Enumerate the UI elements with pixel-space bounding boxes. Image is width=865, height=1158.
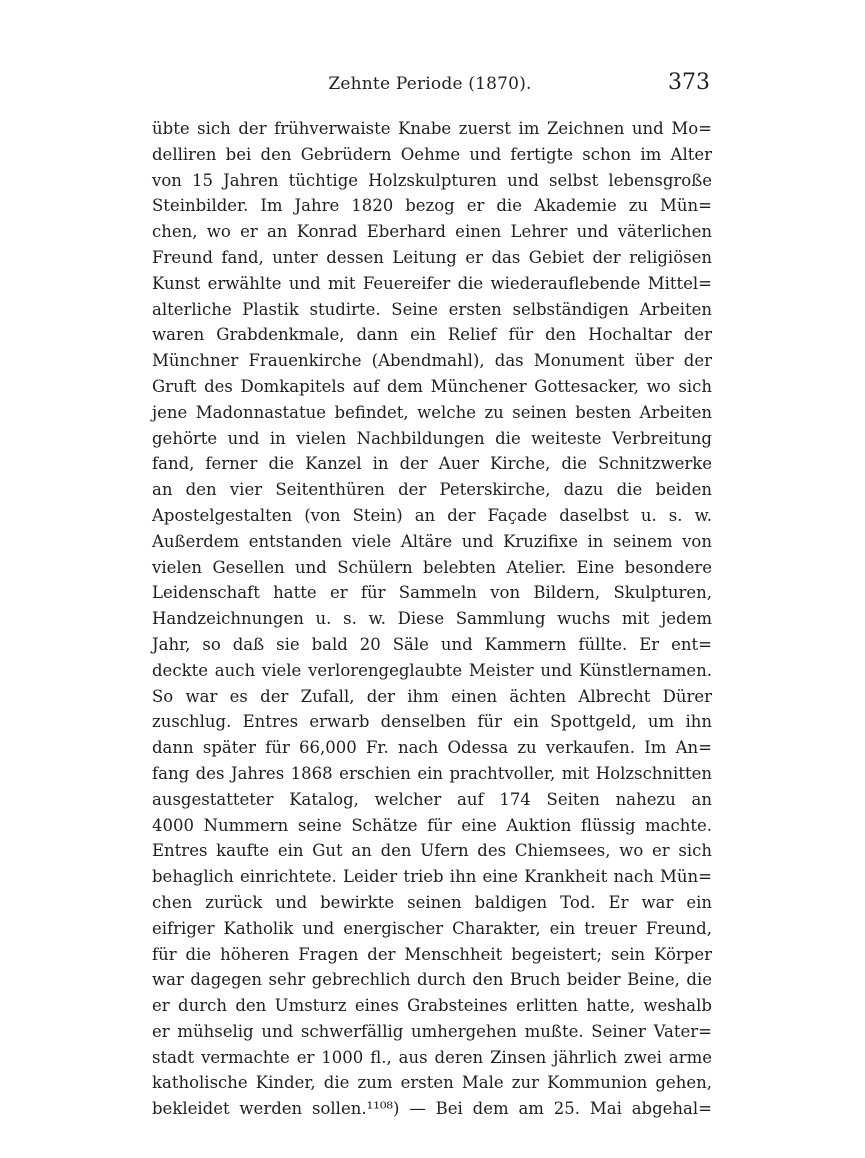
- text-line: Leidenschaft hatte er für Sammeln von Bildern, Skulpturen,: [152, 583, 712, 603]
- text-line: Freund fand, unter dessen Leitung er das Gebiet der religiösen: [152, 247, 712, 267]
- text-line: So war es der Zufall, der ihm einen ächten Albrecht Dürer: [152, 686, 712, 706]
- text-line: gehörte und in vielen Nachbildungen die weiteste Verbreitung: [152, 428, 712, 448]
- text-line: alterliche Plastik studirte. Seine ersten selbständigen Arbeiten: [152, 299, 712, 319]
- text-line: behaglich einrichtete. Leider trieb ihn eine Krankheit nach Mün=: [152, 867, 712, 887]
- text-line: deckte auch viele verlorengeglaubte Meister und Künstlernamen.: [152, 660, 712, 680]
- text-line: war dagegen sehr gebrechlich durch den Bruch beider Beine, die: [152, 970, 712, 990]
- text-line: stadt vermachte er 1000 fl., aus deren Zinsen jährlich zwei arme: [152, 1047, 712, 1067]
- text-line: Außerdem entstanden viele Altäre und Kruzifixe in seinem von: [152, 531, 712, 551]
- text-line: zuschlug. Entres erwarb denselben für ein Spottgeld, um ihn: [152, 712, 712, 732]
- text-line: eifriger Katholik und energischer Charakter, ein treuer Freund,: [152, 918, 712, 938]
- text-line: delliren bei den Gebrüdern Oehme und fertigte schon im Alter: [152, 144, 712, 164]
- running-title: Zehnte Periode (1870).: [328, 74, 532, 94]
- text-line: katholische Kinder, die zum ersten Male zur Kommunion gehen,: [152, 1073, 712, 1093]
- text-line: waren Grabdenkmale, dann ein Relief für den Hochaltar der: [152, 325, 712, 345]
- text-line: chen zurück und bewirkte seinen baldigen Tod. Er war ein: [152, 892, 712, 912]
- body-text: [152, 116, 712, 1122]
- text-line: chen, wo er an Konrad Eberhard einen Lehrer und väterlichen: [152, 222, 712, 242]
- text-line: Jahr, so daß sie bald 20 Säle und Kammern füllte. Er ent=: [152, 634, 712, 654]
- text-line: Steinbilder. Im Jahre 1820 bezog er die Akademie zu Mün=: [152, 196, 712, 216]
- text-line: Kunst erwählte und mit Feuereifer die wiederauflebende Mittel=: [152, 273, 712, 293]
- text-line: jene Madonnastatue befindet, welche zu seinen besten Arbeiten: [152, 402, 712, 422]
- text-line: von 15 Jahren tüchtige Holzskulpturen und selbst lebensgroße: [152, 170, 712, 190]
- text-line: vielen Gesellen und Schülern belebten Atelier. Eine besondere: [152, 557, 712, 577]
- text-line: er durch den Umsturz eines Grabsteines erlitten hatte, weshalb: [152, 996, 712, 1016]
- text-line: Entres kaufte ein Gut an den Ufern des Chiemsees, wo er sich: [152, 841, 712, 861]
- text-line: dann später für 66,000 Fr. nach Odessa zu verkaufen. Im An=: [152, 738, 712, 758]
- text-line: ausgestatteter Katalog, welcher auf 174 Seiten nahezu an: [152, 789, 712, 809]
- text-line: 4000 Nummern seine Schätze für eine Auktion flüssig machte.: [152, 815, 712, 835]
- text-line: an den vier Seitenthüren der Peterskirche, dazu die beiden: [152, 480, 712, 500]
- running-head: [150, 68, 710, 102]
- text-line: Apostelgestalten (von Stein) an der Façade daselbst u. s. w.: [152, 505, 712, 525]
- text-line: bekleidet werden sollen.¹¹⁰⁸) — Bei dem am 25. Mai abgehal=: [152, 1099, 712, 1119]
- page-number: 373: [668, 70, 710, 95]
- text-line: er mühselig und schwerfällig umhergehen mußte. Seiner Vater=: [152, 1021, 712, 1041]
- text-line: Handzeichnungen u. s. w. Diese Sammlung wuchs mit jedem: [152, 609, 712, 629]
- text-line: für die höheren Fragen der Menschheit begeistert; sein Körper: [152, 944, 712, 964]
- text-line: fand, ferner die Kanzel in der Auer Kirche, die Schnitzwerke: [152, 454, 712, 474]
- text-line: übte sich der frühverwaiste Knabe zuerst im Zeichnen und Mo=: [152, 119, 712, 138]
- text-line: Gruft des Domkapitels auf dem Münchener Gottesacker, wo sich: [152, 376, 712, 396]
- text-line: Münchner Frauenkirche (Abendmahl), das Monument über der: [152, 351, 712, 371]
- text-line: fang des Jahres 1868 erschien ein prachtvoller, mit Holzschnitten: [152, 763, 712, 783]
